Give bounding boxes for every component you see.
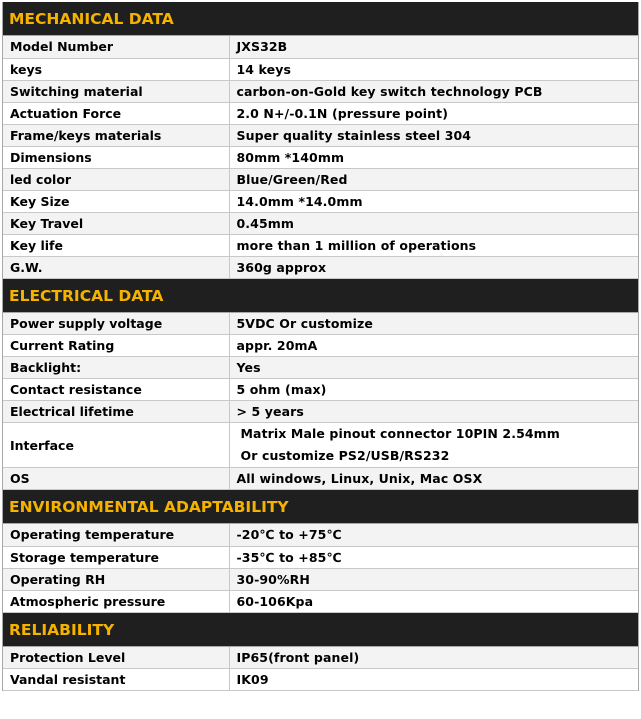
section-header-environmental: ENVIRONMENTAL ADAPTABILITY xyxy=(3,490,638,524)
table-row xyxy=(3,146,638,168)
row-value: 5VDC Or customize xyxy=(229,313,638,335)
table-row xyxy=(3,313,638,335)
table-row xyxy=(3,379,638,401)
row-label: Actuation Force xyxy=(3,102,229,124)
spec-table-mechanical xyxy=(3,36,638,279)
spec-sheet xyxy=(2,2,639,691)
table-row xyxy=(3,168,638,190)
row-value: 2.0 N+/-0.1N (pressure point) xyxy=(229,102,638,124)
row-value: more than 1 million of operations xyxy=(229,234,638,256)
table-row xyxy=(3,212,638,234)
row-label: Frame/keys materials xyxy=(3,124,229,146)
row-value: All windows, Linux, Unix, Mac OSX xyxy=(229,468,638,490)
row-value: 5 ohm (max) xyxy=(229,379,638,401)
row-value: 30-90%RH xyxy=(229,568,638,590)
row-value: -20℃ to +75℃ xyxy=(229,524,638,546)
row-value: -35℃ to +85℃ xyxy=(229,546,638,568)
table-row xyxy=(3,524,638,546)
table-row xyxy=(3,423,638,468)
row-value: Blue/Green/Red xyxy=(229,168,638,190)
table-row xyxy=(3,80,638,102)
row-value: carbon-on-Gold key switch technology PCB xyxy=(229,80,638,102)
row-value: 80mm *140mm xyxy=(229,146,638,168)
row-label: Protection Level xyxy=(3,647,229,669)
table-row xyxy=(3,234,638,256)
row-label: led color xyxy=(3,168,229,190)
row-label: Operating RH xyxy=(3,568,229,590)
row-label: Power supply voltage xyxy=(3,313,229,335)
section-header-reliability: RELIABILITY xyxy=(3,613,638,647)
table-row xyxy=(3,58,638,80)
table-row xyxy=(3,568,638,590)
row-value-multiline xyxy=(229,423,638,468)
row-label: Current Rating xyxy=(3,335,229,357)
table-row xyxy=(3,468,638,490)
section-header-electrical: ELECTRICAL DATA xyxy=(3,279,638,313)
table-row xyxy=(3,546,638,568)
row-label: G.W. xyxy=(3,256,229,278)
row-label: Vandal resistant xyxy=(3,669,229,691)
row-label: Electrical lifetime xyxy=(3,401,229,423)
row-label: Interface xyxy=(3,423,229,468)
table-row xyxy=(3,102,638,124)
table-row xyxy=(3,590,638,612)
row-value: Super quality stainless steel 304 xyxy=(229,124,638,146)
row-value: JXS32B xyxy=(229,36,638,58)
table-row xyxy=(3,124,638,146)
row-label: Atmospheric pressure xyxy=(3,590,229,612)
row-value: Yes xyxy=(229,357,638,379)
table-row xyxy=(3,256,638,278)
row-value: > 5 years xyxy=(229,401,638,423)
row-value: 60-106Kpa xyxy=(229,590,638,612)
row-label: Key Size xyxy=(3,190,229,212)
row-label: Model Number xyxy=(3,36,229,58)
row-value: IK09 xyxy=(229,669,638,691)
table-row xyxy=(3,401,638,423)
table-row xyxy=(3,335,638,357)
row-label: Key Travel xyxy=(3,212,229,234)
row-label: Backlight: xyxy=(3,357,229,379)
table-row xyxy=(3,647,638,669)
row-label: Key life xyxy=(3,234,229,256)
table-row xyxy=(3,669,638,691)
row-value: 0.45mm xyxy=(229,212,638,234)
row-value: 14 keys xyxy=(229,58,638,80)
row-label: Contact resistance xyxy=(3,379,229,401)
spec-table-electrical xyxy=(3,313,638,491)
section-header-mechanical: MECHANICAL DATA xyxy=(3,2,638,36)
row-value: appr. 20mA xyxy=(229,335,638,357)
value-line: Matrix Male pinout connector 10PIN 2.54mm xyxy=(240,426,560,441)
row-label: Storage temperature xyxy=(3,546,229,568)
row-value: 360g approx xyxy=(229,256,638,278)
row-value: IP65(front panel) xyxy=(229,647,638,669)
table-row xyxy=(3,36,638,58)
row-label: Switching material xyxy=(3,80,229,102)
row-label: Dimensions xyxy=(3,146,229,168)
row-label: keys xyxy=(3,58,229,80)
spec-table-environmental xyxy=(3,524,638,613)
spec-table-reliability xyxy=(3,647,638,692)
table-row xyxy=(3,357,638,379)
row-label: Operating temperature xyxy=(3,524,229,546)
row-label: OS xyxy=(3,468,229,490)
row-value: 14.0mm *14.0mm xyxy=(229,190,638,212)
value-line: Or customize PS2/USB/RS232 xyxy=(240,448,450,463)
table-row xyxy=(3,190,638,212)
